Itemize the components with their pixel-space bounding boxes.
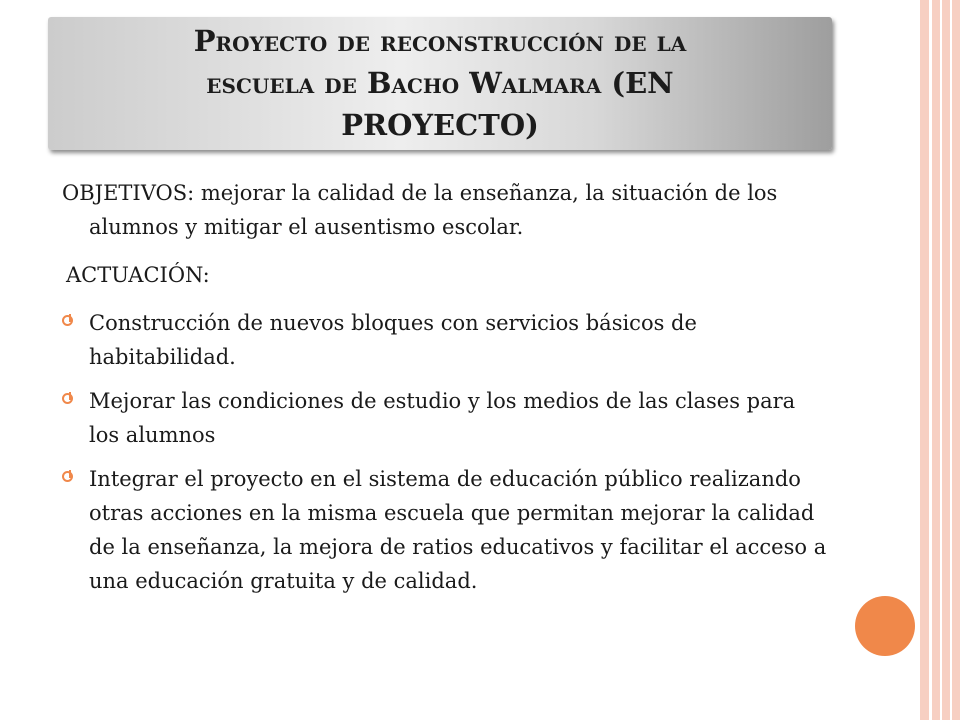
title-line-1: Proyecto de reconstrucción de la (193, 24, 687, 58)
stripe-line (940, 0, 942, 720)
bullet-text: Construcción de nuevos bloques con servicios básicos de habitabilidad. (89, 311, 697, 369)
objetivos-paragraph: OBJETIVOS: mejorar la calidad de la enseñanza, la situación de los alumnos y mitigar el ausentismo escolar. (62, 181, 778, 239)
stripe-line (950, 0, 952, 720)
actuacion-label: ACTUACIÓN: (66, 263, 210, 287)
bullet-icon (62, 393, 73, 404)
bullet-item (62, 384, 832, 452)
orange-circle-decoration (855, 596, 915, 656)
bullet-text: Integrar el proyecto en el sistema de educación público realizando otras acciones en la misma escuela que permitan mejorar la calidad de la enseñanza, la mejora de ratios educativos y facilitar el acceso a una educación gratuita y de calidad. (89, 467, 827, 593)
slide-body (62, 176, 832, 608)
bullet-item (62, 462, 832, 598)
bullet-item (62, 306, 832, 374)
title-line-3: PROYECTO) (341, 108, 539, 142)
bullet-icon (62, 315, 73, 326)
title-line-2: escuela de Bacho Walmara (206, 66, 602, 100)
right-decorative-stripes (920, 0, 960, 720)
slide-title (48, 20, 832, 146)
bullet-text: Mejorar las condiciones de estudio y los medios de las clases para los alumnos (89, 389, 796, 447)
stripe-line (929, 0, 932, 720)
bullet-icon (62, 471, 73, 482)
title-line-2-suffix: (EN (601, 66, 674, 100)
